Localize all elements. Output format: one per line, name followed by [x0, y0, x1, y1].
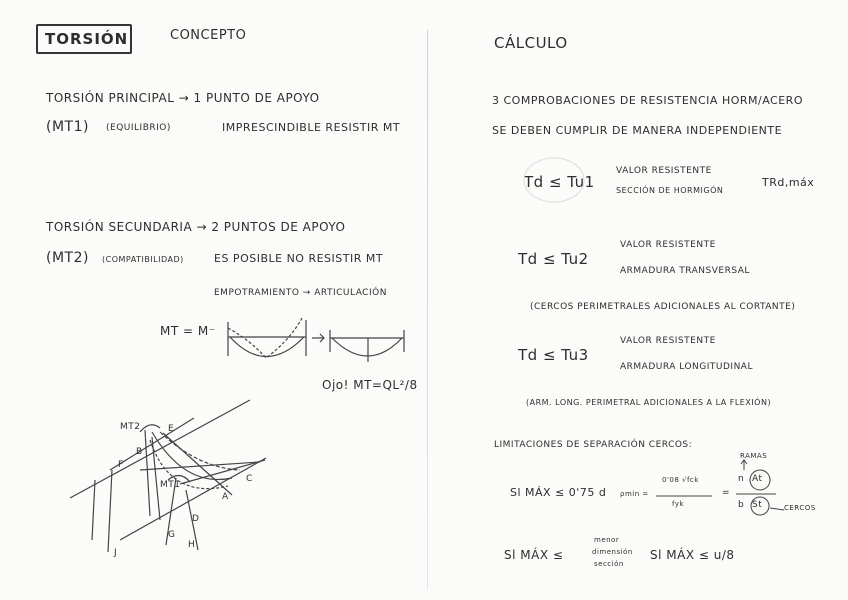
rho-at: At: [752, 474, 763, 484]
section-concept: CONCEPTO: [170, 28, 247, 43]
page-title: TORSIÓN: [45, 30, 129, 48]
check2-line2: ARMADURA TRANSVERSAL: [620, 266, 750, 276]
moment-label: MT = M⁻: [160, 324, 216, 338]
limit-2-note2: dimensión: [592, 548, 633, 556]
label-f: F: [118, 460, 124, 470]
secundaria-code: (MT2): [46, 250, 89, 266]
rho-numerator: 0'08 √fck: [662, 476, 699, 484]
transition-note: EMPOTRAMIENTO → ARTICULACIÓN: [214, 288, 387, 298]
secundaria-note: ES POSIBLE NO RESISTIR MT: [214, 252, 384, 265]
label-j: J: [114, 548, 118, 558]
check1-line1: VALOR RESISTENTE: [616, 166, 712, 176]
rho-n: n: [738, 474, 745, 484]
rho-equals: =: [722, 488, 731, 498]
limits-title: LIMITACIONES DE SEPARACIÓN CERCOS:: [494, 440, 693, 450]
check3-line2: ARMADURA LONGITUDINAL: [620, 362, 753, 372]
check1-formula: Td ≤ Tu1: [524, 173, 595, 191]
label-c: C: [246, 474, 253, 484]
cercos-label: CERCOS: [784, 504, 816, 512]
label-d: D: [192, 514, 200, 524]
limit-2-note1: menor: [594, 536, 620, 544]
check3-line1: VALOR RESISTENTE: [620, 336, 716, 346]
principal-equilibrium: (EQUILIBRIO): [106, 123, 171, 133]
limit-2: Sl MÁX ≤: [504, 548, 564, 562]
principal-note: IMPRESCINDIBLE RESISTIR MT: [222, 121, 401, 134]
check2-line1: VALOR RESISTENTE: [620, 240, 716, 250]
check1-line2: SECCIÓN DE HORMIGÓN: [616, 186, 724, 195]
intro-line-2: SE DEBEN CUMPLIR DE MANERA INDEPENDIENTE: [492, 124, 783, 137]
label-b: B: [136, 447, 143, 457]
label-a: A: [222, 492, 229, 502]
rho-label: ρmin =: [620, 490, 649, 498]
check3-formula: Td ≤ Tu3: [518, 346, 589, 364]
ramas-label: RAMAS: [740, 452, 768, 460]
label-g: G: [168, 530, 176, 540]
limit-3: Sl MÁX ≤ u/8: [650, 548, 735, 562]
check1-side: TRd,máx: [762, 176, 815, 189]
check2-note: (CERCOS PERIMETRALES ADICIONALES AL CORTANTE): [530, 302, 796, 312]
check2-formula: Td ≤ Tu2: [518, 250, 589, 268]
secundaria-compat: (COMPATIBILIDAD): [102, 255, 184, 264]
rho-denominator: fyk: [672, 500, 685, 508]
moment-result: Ojo! MT=QL²/8: [322, 378, 418, 392]
principal-line: TORSIÓN PRINCIPAL → 1 PUNTO DE APOYO: [46, 91, 320, 105]
rho-b: b: [738, 500, 745, 510]
limit-1: Sl MÁX ≤ 0'75 d: [510, 486, 607, 499]
label-e: E: [168, 424, 175, 434]
label-mt1: MT1: [160, 480, 181, 490]
limit-2-note3: sección: [594, 560, 624, 568]
label-h: H: [188, 540, 196, 550]
secundaria-line: TORSIÓN SECUNDARIA → 2 PUNTOS DE APOYO: [46, 220, 346, 234]
intro-line-1: 3 COMPROBACIONES DE RESISTENCIA HORM/ACERO: [492, 94, 803, 107]
section-calc: CÁLCULO: [494, 34, 568, 52]
rho-st: St: [752, 500, 763, 510]
label-mt2: MT2: [120, 422, 141, 432]
principal-code: (MT1): [46, 119, 89, 135]
check3-note: (ARM. LONG. PERIMETRAL ADICIONALES A LA FLEXIÓN): [526, 398, 772, 407]
